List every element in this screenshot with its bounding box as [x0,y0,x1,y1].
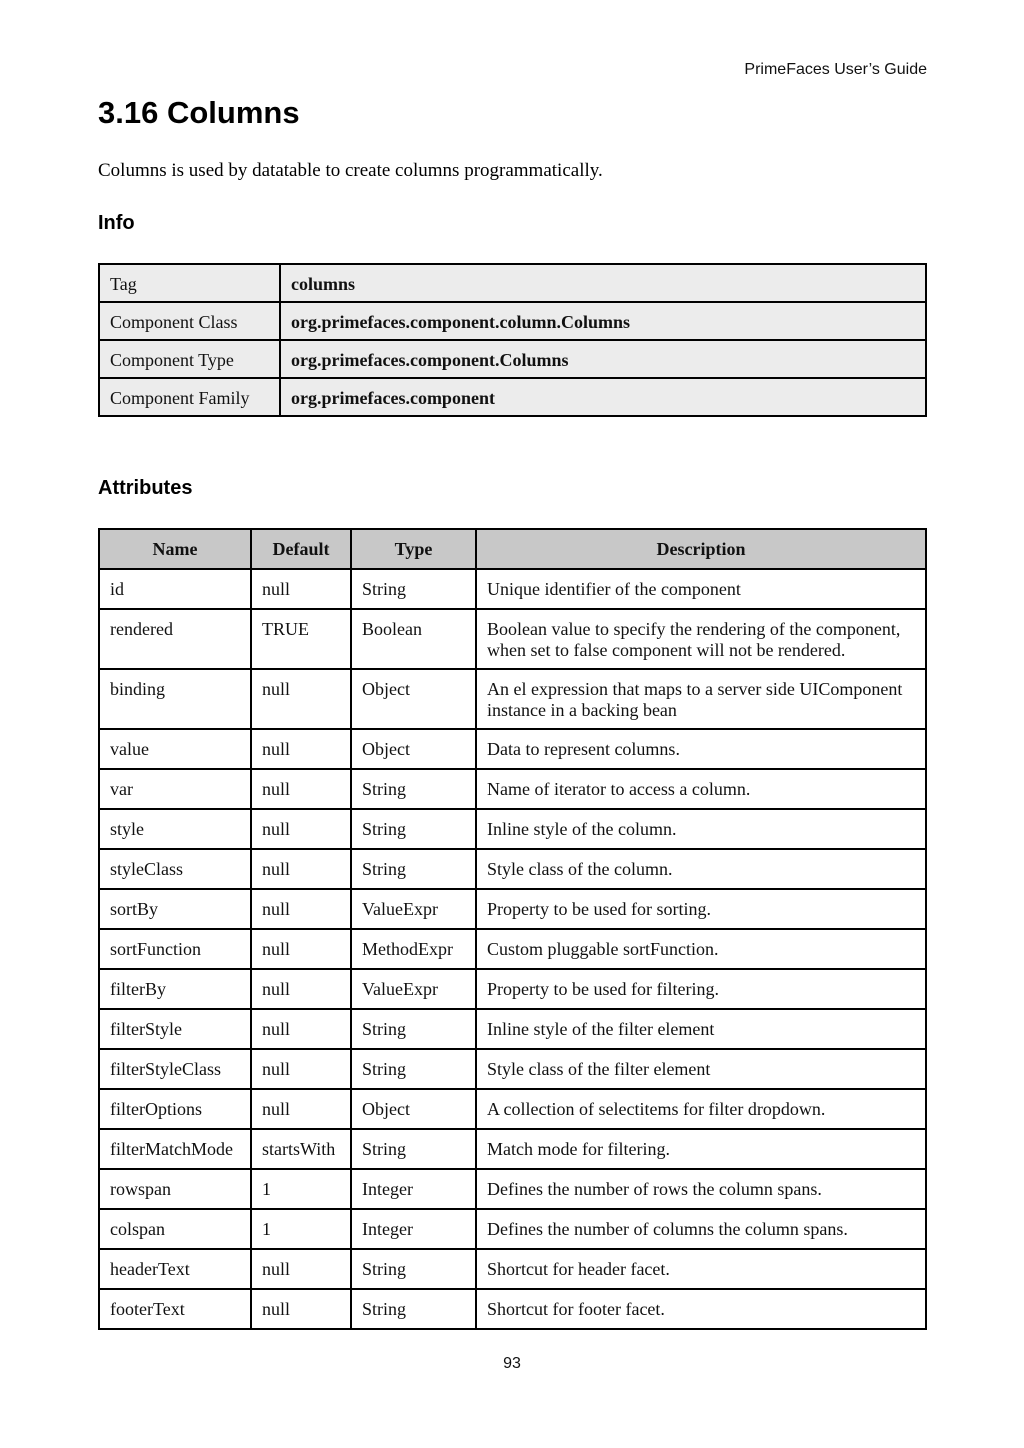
attribute-type: ValueExpr [351,889,476,929]
attribute-default: null [251,569,351,609]
info-table [98,263,927,417]
attribute-default: startsWith [251,1129,351,1169]
attribute-description: Unique identifier of the component [476,569,926,609]
attribute-type: String [351,1249,476,1289]
attribute-description: Name of iterator to access a column. [476,769,926,809]
attribute-type: String [351,1049,476,1089]
attributes-body [99,569,926,1329]
attribute-name: headerText [99,1249,251,1289]
info-key: Component Type [99,340,280,378]
table-row [99,729,926,769]
attribute-name: id [99,569,251,609]
attribute-type: String [351,1009,476,1049]
attribute-type: Integer [351,1169,476,1209]
attribute-default: null [251,1049,351,1089]
attribute-name: filterOptions [99,1089,251,1129]
attributes-header-row [99,529,926,569]
table-row [99,1009,926,1049]
table-row [99,769,926,809]
table-row [99,1129,926,1169]
info-value: org.primefaces.component.column.Columns [280,302,926,340]
column-header-default: Default [251,529,351,569]
info-key: Component Class [99,302,280,340]
attribute-default: null [251,1289,351,1329]
attribute-description: Property to be used for filtering. [476,969,926,1009]
attribute-type: Object [351,669,476,729]
attribute-description: Style class of the column. [476,849,926,889]
attribute-name: styleClass [99,849,251,889]
info-row [99,340,926,378]
attribute-description: Boolean value to specify the rendering of the component, when set to false component will not be rendered. [476,609,926,669]
attribute-description: Inline style of the column. [476,809,926,849]
section-intro: Columns is used by datatable to create columns programmatically. [98,160,603,181]
table-row [99,929,926,969]
attribute-type: Object [351,1089,476,1129]
table-row [99,1249,926,1289]
attributes-table [98,528,927,1330]
attribute-description: An el expression that maps to a server side UIComponent instance in a backing bean [476,669,926,729]
table-row [99,1169,926,1209]
info-key: Component Family [99,378,280,416]
table-row [99,969,926,1009]
attribute-default: null [251,849,351,889]
attribute-description: Inline style of the filter element [476,1009,926,1049]
attribute-type: ValueExpr [351,969,476,1009]
attribute-name: filterBy [99,969,251,1009]
attribute-name: filterStyle [99,1009,251,1049]
table-row [99,569,926,609]
attribute-default: null [251,1249,351,1289]
attribute-default: TRUE [251,609,351,669]
attribute-description: Shortcut for header facet. [476,1249,926,1289]
attribute-name: filterMatchMode [99,1129,251,1169]
attribute-type: String [351,769,476,809]
attribute-default: 1 [251,1209,351,1249]
info-value: org.primefaces.component.Columns [280,340,926,378]
table-row [99,609,926,669]
info-key: Tag [99,264,280,302]
attribute-name: sortFunction [99,929,251,969]
attribute-default: null [251,669,351,729]
table-row [99,889,926,929]
info-heading: Info [98,212,135,234]
section-title: 3.16 Columns [98,95,300,130]
attribute-default: null [251,969,351,1009]
table-row [99,1289,926,1329]
column-header-name: Name [99,529,251,569]
attribute-name: rendered [99,609,251,669]
attribute-default: null [251,1009,351,1049]
table-row [99,1089,926,1129]
attribute-default: null [251,809,351,849]
attribute-type: Boolean [351,609,476,669]
attribute-type: String [351,1289,476,1329]
attribute-name: style [99,809,251,849]
table-row [99,1049,926,1089]
attribute-default: null [251,729,351,769]
attribute-name: binding [99,669,251,729]
attribute-name: colspan [99,1209,251,1249]
attribute-type: Object [351,729,476,769]
attribute-type: String [351,1129,476,1169]
attribute-description: Style class of the filter element [476,1049,926,1089]
info-row [99,264,926,302]
attribute-name: filterStyleClass [99,1049,251,1089]
attribute-name: value [99,729,251,769]
attribute-type: String [351,569,476,609]
column-header-type: Type [351,529,476,569]
info-row [99,302,926,340]
attribute-default: null [251,929,351,969]
attribute-default: null [251,889,351,929]
attribute-name: footerText [99,1289,251,1329]
attributes-heading: Attributes [98,477,193,499]
running-header: PrimeFaces User’s Guide [744,61,927,78]
attribute-description: Defines the number of columns the column spans. [476,1209,926,1249]
attribute-name: var [99,769,251,809]
attribute-type: String [351,809,476,849]
info-row [99,378,926,416]
attribute-name: rowspan [99,1169,251,1209]
attribute-default: 1 [251,1169,351,1209]
info-value: org.primefaces.component [280,378,926,416]
table-row [99,849,926,889]
attribute-default: null [251,769,351,809]
attribute-description: Shortcut for footer facet. [476,1289,926,1329]
attribute-description: A collection of selectitems for filter dropdown. [476,1089,926,1129]
table-row [99,669,926,729]
table-row [99,809,926,849]
attribute-type: String [351,849,476,889]
attribute-type: MethodExpr [351,929,476,969]
attribute-description: Match mode for filtering. [476,1129,926,1169]
attribute-description: Defines the number of rows the column spans. [476,1169,926,1209]
attribute-description: Property to be used for sorting. [476,889,926,929]
column-header-description: Description [476,529,926,569]
attribute-description: Custom pluggable sortFunction. [476,929,926,969]
attribute-default: null [251,1089,351,1129]
attribute-description: Data to represent columns. [476,729,926,769]
attribute-name: sortBy [99,889,251,929]
info-value: columns [280,264,926,302]
attribute-type: Integer [351,1209,476,1249]
page-number: 93 [503,1355,521,1372]
table-row [99,1209,926,1249]
